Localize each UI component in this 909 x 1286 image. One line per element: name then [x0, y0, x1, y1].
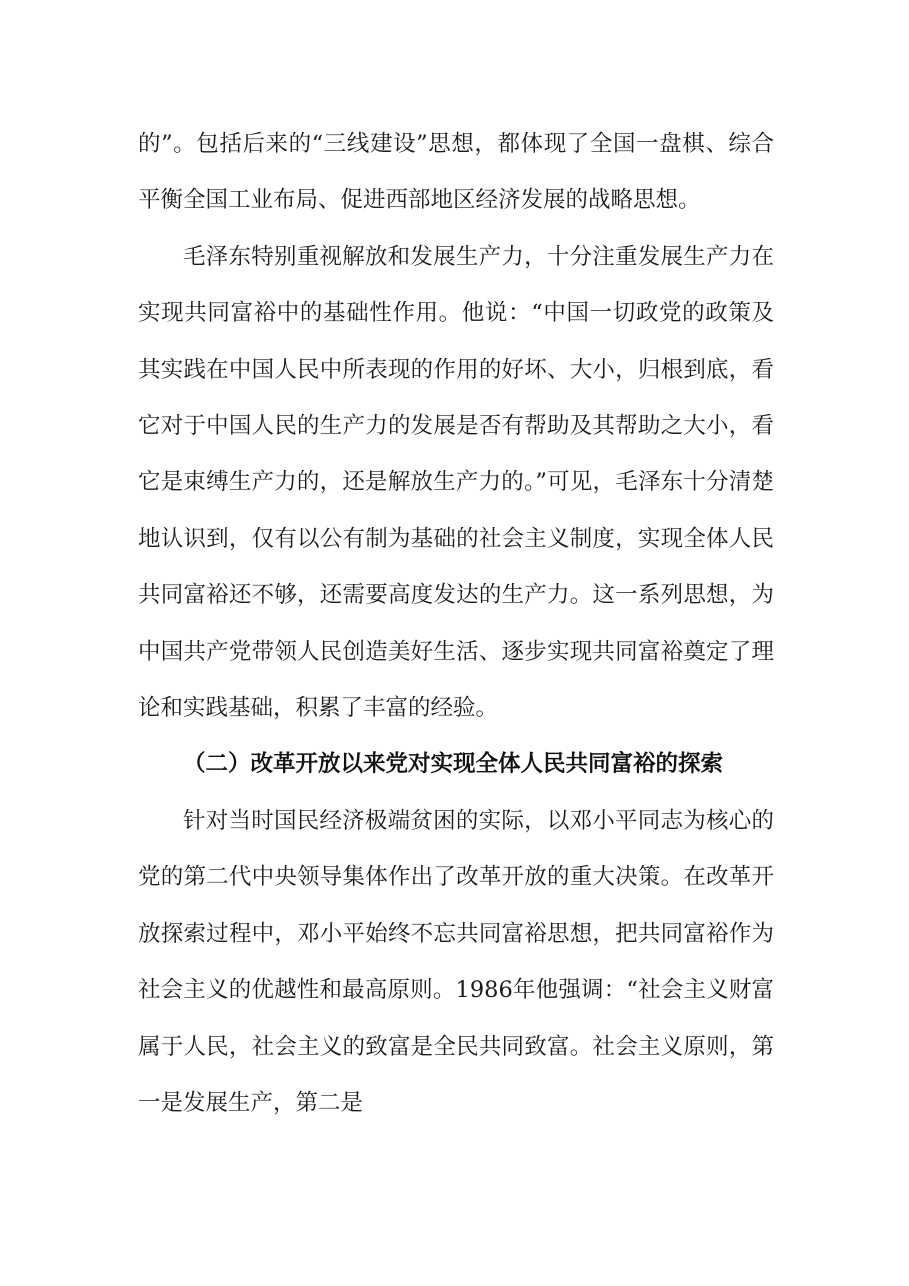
paragraph-reform: 针对当时国民经济极端贫困的实际，以邓小平同志为核心的党的第二代中央领导集体作出了改革开放的重大决策。在改革开放探索过程中，邓小平始终不忘共同富裕思想，把共同富裕作为社会主义的优越性和最高原则。1986年他强调：“社会主义财富属于人民，社会主义的致富是全民共同致富。社会主义原则，第一是发展生产，第二是 — [138, 807, 774, 1116]
paragraph-productivity: 毛泽东特别重视解放和发展生产力，十分注重发展生产力在实现共同富裕中的基础性作用。他说：“中国一切政党的政策及其实践在中国人民中所表现的作用的好坏、大小，归根到底，看它对于中国人民的生产力的发展是否有帮助及其帮助之大小，看它是束缚生产力的，还是解放生产力的。”可见，毛泽东十分清楚地认识到，仅有以公有制为基础的社会主义制度，实现全体人民共同富裕还不够，还需要高度发达的生产力。这一系列思想，为中国共产党带领人民创造美好生活、逐步实现共同富裕奠定了理论和实践基础，积累了丰富的经验。 — [138, 243, 774, 722]
paragraph-continuation: 的”。包括后来的“三线建设”思想，都体现了全国一盘棋、综合平衡全国工业布局、促进西部地区经济发展的战略思想。 — [138, 131, 774, 214]
document-body — [138, 116, 774, 1131]
section-heading: （二）改革开放以来党对实现全体人民共同富裕的探索 — [183, 751, 724, 778]
